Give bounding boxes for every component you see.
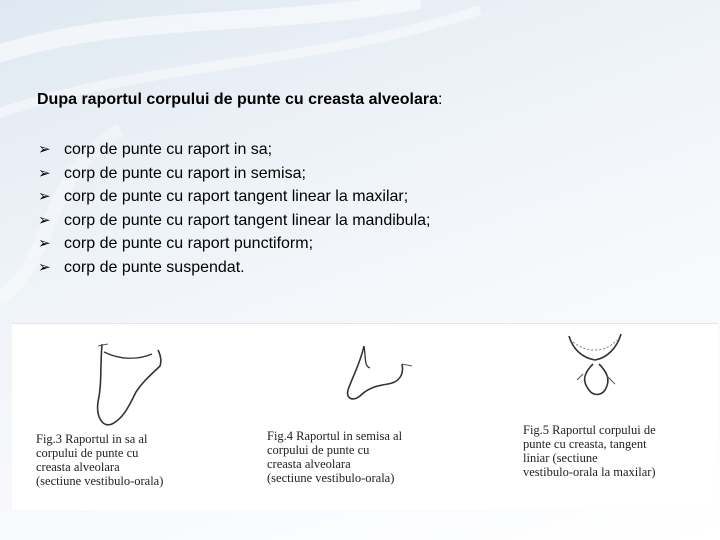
bullet-list xyxy=(38,138,430,279)
heading-colon: : xyxy=(438,91,443,108)
figure-strip xyxy=(12,323,718,510)
figure-3-drawing xyxy=(12,324,247,434)
list-item xyxy=(38,232,430,256)
figure-5-drawing xyxy=(507,324,718,419)
bullet-text: corp de punte suspendat. xyxy=(64,258,245,276)
bullet-text: corp de punte cu raport punctiform; xyxy=(64,235,314,252)
figure-3 xyxy=(12,324,247,510)
slide-heading xyxy=(37,91,442,109)
figure-4-drawing xyxy=(252,324,502,434)
slide-heading-text: Dupa raportul corpului de punte cu creasta alveolara xyxy=(37,91,438,108)
bullet-text: corp de punte cu raport tangent linear la mandibula; xyxy=(64,211,431,229)
bullet-arrow-icon: ➢ xyxy=(38,164,51,182)
bullet-arrow-icon: ➢ xyxy=(38,141,51,158)
list-item xyxy=(38,256,430,280)
bullet-arrow-icon: ➢ xyxy=(38,235,51,252)
list-item xyxy=(38,162,430,186)
bullet-arrow-icon: ➢ xyxy=(38,258,51,276)
figure-5-caption: Fig.5 Raportul corpului de punte cu creasta, tangent liniar (sectiune vestibulo-orala la maxilar) xyxy=(523,423,656,479)
figure-4-caption: Fig.4 Raportul in semisa al corpului de punte cu creasta alveolara (sectiune vestibulo-orala) xyxy=(267,429,403,485)
bullet-text: corp de punte cu raport tangent linear la maxilar; xyxy=(64,188,409,205)
list-item xyxy=(38,185,430,209)
bullet-text: corp de punte cu raport in semisa; xyxy=(64,164,306,182)
figure-4 xyxy=(252,324,502,510)
list-item xyxy=(38,209,430,233)
figure-3-caption: Fig.3 Raportul in sa al corpului de punte cu creasta alveolara (sectiune vestibulo-orala) xyxy=(36,432,164,488)
list-item xyxy=(38,138,430,162)
bullet-arrow-icon: ➢ xyxy=(38,211,51,229)
figure-5 xyxy=(507,324,718,510)
bullet-text: corp de punte cu raport in sa; xyxy=(64,141,273,158)
bullet-arrow-icon: ➢ xyxy=(38,188,51,205)
